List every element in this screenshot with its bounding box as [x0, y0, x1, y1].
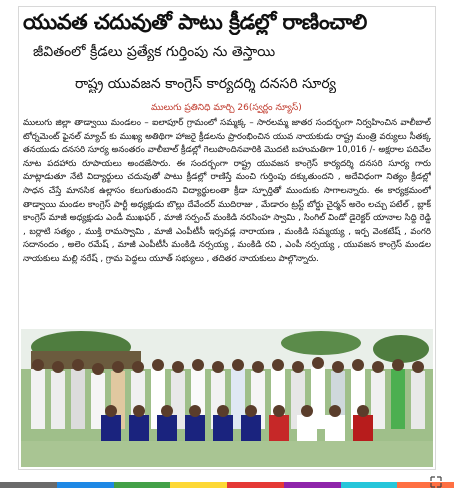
dateline: ములుగు ప్రతినిధి మార్చి 26(స్వర్ణం న్యూస్): [151, 103, 302, 113]
subheading-primary: జీవితంలో క్రీడలు ప్రత్యేక గుర్తింపు ను తెస్తాయి: [33, 44, 276, 60]
article-body: [23, 117, 431, 333]
group-photo: [21, 329, 433, 467]
article-paragraph: ములుగు జిల్లా తాడ్వాయి మండలం – ఐలాపూర్ గ్రామంలో సమ్మక్క – సారలమ్మ జాతర సందర్భంగా నిర్వహించిన వాలీబాల్ టోర్నమెంట్ ఫైనల్ మ్యాచ్ కు ముఖ్య అతిథిగా హాజరై క్రీడలను ప్రారంభించిన యువ నాయకుడు రాష్ట్ర మంత్రి వర్యులు సీతక్క తనయుడు దనసరి సూర్య అనంతరం వాలీబాల్ క్రీడల్లో గెలుపొందినవారికి మొదటి బహుమతిగా 10,016 /- అక్షరాల పదివేల నూట పదహారు రూపాయలు అందజేసారు. ఈ సందర్బంగా రాష్ట్ర యువజన కాంగ్రెస్ కార్యదర్శి దనసరి సూర్య గారు మాట్లాడుతూ నేటి విద్యార్థులు చదువుతో పాటు క్రీడల్లో రాణిస్తే మంచి గుర్తింపు దక్కుతుందని , అదేవిధంగా నిత్యం క్రీడల్లో సాధన చేస్తే మానసిక ఉల్లాసం కలుగుతుందని విద్యార్థులంతా క్రీడా స్ఫూర్తితో ముందుకు సాగాలన్నారు. ఈ కార్యక్రమంలో తాడ్వాయి మండల కాంగ్రెస్ పార్టీ అధ్యక్షుడు బొల్లు దేవేందర్ ముదిరాజు , మేడారం ట్రస్ట్ బోర్డు చైర్మన్ అరెం లచ్చు పటేల్ , బ్లాక్ కాంగ్రెస్ మాజీ అధ్యక్షుడు ఎండీ ముఖఫర్ , మాజీ సర్పంచ్ మంకిడి నరసింహ స్వామి , సింగిల్ విండో డైరెక్టర్ యానాల సిద్ది రెడ్డి , బర్లాటి సత్యం , ముక్తి రామస్వామి , మాజీ ఎంపీటీసీ ఇర్సవడ్ల నారాయణ , మంకిడి సమ్మయ్య , ఇర్ప వెంకటేష్ , వంగరి సదానందం , అలెం రమేష్ , మాజీ ఎంపీటీసీ మంకిడి నర్సయ్య , మంకిడి రవి , ఎంపీ నర్సయ్య , యువజన కాంగ్రెస్ మండల నాయకులు మల్లి నరేష్ , గ్రామ పెద్దలు యూత్ సభ్యులు , తదితర నాయకులు పాల్గొన్నారు.: [23, 118, 431, 264]
group-photo-illustration: [21, 329, 433, 467]
subheading-secondary: రాష్ట్ర యువజన కాంగ్రెస్ కార్యదర్శి దనసరి సూర్య: [75, 76, 337, 92]
bottom-color-strip: [0, 482, 454, 488]
news-clipping: [18, 6, 436, 470]
expand-icon[interactable]: [430, 476, 442, 488]
headline: యువత చదువుతో పాటు క్రీడల్లో రాణించాలి: [23, 10, 367, 34]
